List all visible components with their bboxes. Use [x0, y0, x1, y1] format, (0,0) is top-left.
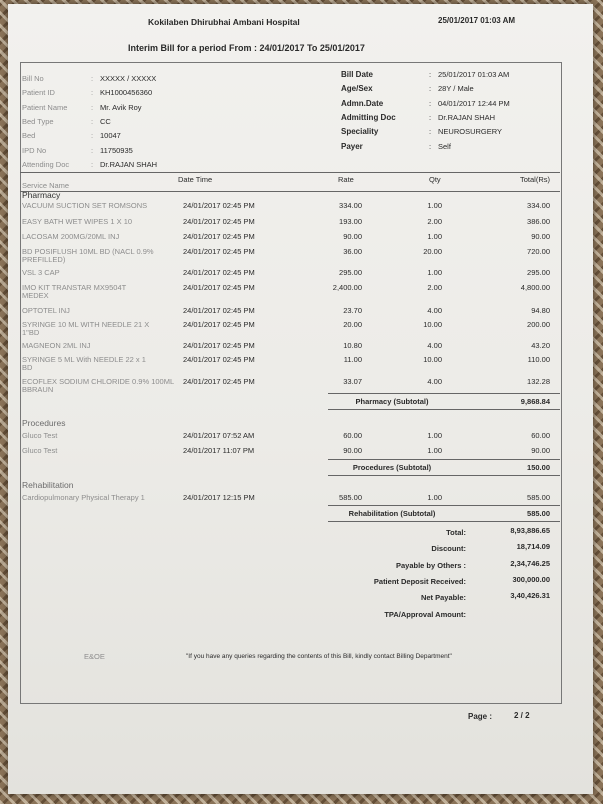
- info-value-left: KH1000456360: [100, 88, 153, 98]
- col-header-service: Service Name: [22, 181, 70, 190]
- row-datetime: 24/01/2017 02:45 PM: [183, 268, 255, 277]
- row-datetime: 24/01/2017 02:45 PM: [183, 232, 255, 241]
- row-service: SYRINGE 10 ML WITH NEEDLE 21 X: [22, 320, 150, 329]
- subtotal-label: Procedures (Subtotal): [352, 463, 432, 472]
- row-datetime: 24/01/2017 02:45 PM: [183, 247, 255, 256]
- section-title: Procedures: [22, 418, 66, 428]
- row-service-line2: BD: [22, 363, 33, 372]
- row-datetime: 24/01/2017 02:45 PM: [183, 355, 255, 364]
- info-value-left: CC: [100, 116, 111, 126]
- summary-value: 2,34,746.25: [510, 558, 550, 568]
- col-header-datetime: Date Time: [178, 175, 213, 184]
- row-rate: 585.00: [339, 493, 362, 502]
- row-qty: 1.00: [427, 201, 442, 210]
- header-top-rule: [20, 172, 560, 173]
- info-value-right: NEUROSURGERY: [438, 127, 503, 137]
- row-rate: 23.70: [343, 306, 362, 315]
- info-value-left: Dr.RAJAN SHAH: [100, 159, 158, 169]
- info-label-left: Attending Doc: [22, 159, 70, 169]
- subtotal-value: 150.00: [527, 463, 550, 472]
- eoe-label: E&OE: [84, 652, 105, 661]
- row-rate: 295.00: [339, 268, 362, 277]
- row-service-line2: MEDEX: [22, 291, 49, 300]
- info-colon: :: [91, 145, 94, 155]
- info-label-left: Bed Type: [22, 116, 54, 126]
- hospital-name: Kokilaben Dhirubhai Ambani Hospital: [148, 17, 300, 27]
- row-service: VACUUM SUCTION SET ROMSONS: [22, 201, 148, 210]
- row-total: 110.00: [527, 355, 550, 364]
- row-service: ECOFLEX SODIUM CHLORIDE 0.9% 100ML: [22, 377, 175, 386]
- row-total: 90.00: [531, 232, 550, 241]
- info-label-right: Speciality: [341, 127, 379, 137]
- row-total: 90.00: [531, 446, 550, 455]
- info-colon: :: [429, 70, 432, 79]
- subtotal-bottom-rule: [328, 521, 560, 522]
- subtotal-value: 585.00: [527, 509, 550, 518]
- info-colon: :: [429, 112, 432, 122]
- summary-value: 300,000.00: [512, 574, 550, 584]
- row-rate: 90.00: [343, 446, 362, 455]
- subtotal-top-rule: [328, 505, 560, 506]
- info-value-right: 28Y / Male: [438, 84, 474, 94]
- info-colon: :: [91, 88, 94, 98]
- page-label: Page :: [468, 712, 493, 721]
- row-datetime: 24/01/2017 02:45 PM: [183, 217, 255, 226]
- row-rate: 334.00: [339, 201, 362, 210]
- row-service: LACOSAM 200MG/20ML INJ: [22, 232, 120, 241]
- print-datetime: 25/01/2017 01:03 AM: [438, 16, 516, 25]
- info-label-left: Bed: [22, 131, 36, 141]
- row-total: 720.00: [527, 247, 550, 256]
- row-qty: 1.00: [427, 431, 442, 440]
- col-header-rate: Rate: [338, 175, 354, 184]
- info-value-left: Mr. Avik Roy: [100, 102, 142, 112]
- row-datetime: 24/01/2017 12:15 PM: [183, 493, 255, 502]
- info-label-left: IPD No: [22, 145, 47, 155]
- col-header-total: Total(Rs): [519, 175, 550, 184]
- row-datetime: 24/01/2017 02:45 PM: [183, 201, 255, 210]
- row-rate: 20.00: [343, 320, 362, 329]
- summary-value: 3,40,426.31: [510, 591, 550, 601]
- info-colon: :: [91, 74, 94, 83]
- info-value-right: 04/01/2017 12:44 PM: [438, 98, 510, 108]
- info-value-right: 25/01/2017 01:03 AM: [438, 70, 510, 79]
- info-label-left: Patient Name: [22, 102, 68, 112]
- row-service-line2: 1"BD: [22, 328, 40, 337]
- row-qty: 10.00: [423, 320, 442, 329]
- col-header-qty: Qty: [429, 175, 441, 184]
- row-rate: 10.80: [343, 341, 362, 350]
- header-bottom-rule: [20, 191, 560, 192]
- section-title: Rehabilitation: [22, 480, 74, 490]
- subtotal-label: Pharmacy (Subtotal): [355, 397, 429, 406]
- info-colon: :: [429, 84, 432, 94]
- row-qty: 4.00: [427, 306, 442, 315]
- subtotal-bottom-rule: [328, 409, 560, 410]
- row-datetime: 24/01/2017 02:45 PM: [183, 283, 255, 292]
- info-label-right: Payer: [341, 141, 363, 151]
- info-colon: :: [429, 141, 432, 151]
- info-colon: :: [91, 159, 94, 169]
- row-datetime: 24/01/2017 02:45 PM: [183, 377, 255, 386]
- row-total: 200.00: [527, 320, 550, 329]
- row-rate: 90.00: [343, 232, 362, 241]
- summary-label: Patient Deposit Received:: [373, 576, 466, 586]
- info-value-left: 10047: [100, 131, 121, 141]
- info-colon: :: [91, 102, 94, 112]
- row-qty: 1.00: [427, 268, 442, 277]
- info-value-right: Dr.RAJAN SHAH: [438, 112, 496, 122]
- page-number: 2 / 2: [514, 711, 530, 720]
- row-service-line2: PREFILLED): [22, 255, 66, 264]
- row-service: MAGNEON 2ML INJ: [22, 341, 91, 350]
- subtotal-value: 9,868.84: [520, 397, 550, 406]
- summary-label: TPA/Approval Amount:: [384, 609, 466, 619]
- billing-note: "If you have any queries regarding the contents of this Bill, kindly contact Billing Department": [186, 653, 452, 660]
- row-service: Cardiopulmonary Physical Therapy 1: [22, 493, 145, 502]
- row-datetime: 24/01/2017 02:45 PM: [183, 320, 255, 329]
- row-total: 94.80: [531, 306, 550, 315]
- subtotal-bottom-rule: [328, 475, 560, 476]
- info-colon: :: [91, 116, 94, 126]
- row-total: 295.00: [527, 268, 550, 277]
- row-total: 386.00: [527, 217, 550, 226]
- row-service: VSL 3 CAP: [22, 268, 60, 277]
- row-total: 60.00: [531, 431, 550, 440]
- info-label-left: Patient ID: [22, 88, 55, 98]
- row-service: BD POSIFLUSH 10ML BD (NACL 0.9%: [22, 247, 154, 256]
- row-rate: 60.00: [343, 431, 362, 440]
- row-service: OPTOTEL INJ: [22, 306, 70, 315]
- subtotal-top-rule: [328, 393, 560, 394]
- row-total: 132.28: [527, 377, 550, 386]
- row-qty: 2.00: [427, 283, 442, 292]
- subtotal-top-rule: [328, 459, 560, 460]
- summary-value: 18,714.09: [516, 542, 550, 552]
- info-value-left: 11750935: [100, 145, 133, 155]
- row-qty: 4.00: [427, 341, 442, 350]
- summary-label: Payable by Others :: [395, 560, 466, 570]
- row-qty: 1.00: [427, 493, 442, 502]
- info-label-right: Bill Date: [341, 70, 374, 79]
- info-label-left: Bill No: [22, 74, 44, 83]
- row-qty: 20.00: [423, 247, 442, 256]
- row-qty: 1.00: [427, 446, 442, 455]
- row-qty: 1.00: [427, 232, 442, 241]
- row-rate: 33.07: [343, 377, 362, 386]
- section-title: Pharmacy: [22, 190, 61, 200]
- bill-title: Interim Bill for a period From : 24/01/2017 To 25/01/2017: [128, 43, 365, 53]
- row-service: Gluco Test: [22, 446, 58, 455]
- info-value-left: XXXXX / XXXXX: [100, 74, 157, 83]
- summary-value: 8,93,886.65: [510, 526, 550, 535]
- row-datetime: 24/01/2017 11:07 PM: [183, 446, 255, 455]
- row-qty: 4.00: [427, 377, 442, 386]
- summary-label: Total:: [446, 528, 466, 537]
- row-total: 585.00: [527, 493, 550, 502]
- row-datetime: 24/01/2017 02:45 PM: [183, 341, 255, 350]
- row-rate: 11.00: [343, 355, 362, 364]
- info-colon: :: [91, 131, 94, 141]
- row-datetime: 24/01/2017 02:45 PM: [183, 306, 255, 315]
- info-label-right: Admitting Doc: [341, 112, 396, 122]
- row-rate: 193.00: [339, 217, 362, 226]
- info-value-right: Self: [438, 141, 451, 151]
- info-colon: :: [429, 98, 432, 108]
- row-rate: 2,400.00: [332, 283, 362, 292]
- row-service: SYRINGE 5 ML With NEEDLE 22 x 1: [22, 355, 146, 364]
- row-total: 4,800.00: [520, 283, 550, 292]
- bill-document: [8, 4, 593, 794]
- row-service: Gluco Test: [22, 431, 58, 440]
- row-service: EASY BATH WET WIPES 1 X 10: [22, 217, 133, 226]
- row-datetime: 24/01/2017 07:52 AM: [183, 431, 255, 440]
- row-total: 334.00: [527, 201, 550, 210]
- info-label-right: Admn.Date: [341, 98, 384, 108]
- summary-label: Net Payable:: [420, 593, 466, 603]
- info-label-right: Age/Sex: [341, 84, 373, 94]
- row-qty: 2.00: [427, 217, 442, 226]
- row-service-line2: BBRAUN: [22, 385, 54, 394]
- row-service: IMO KIT TRANSTAR MX9504T: [22, 283, 127, 292]
- summary-label: Discount:: [431, 544, 466, 554]
- row-qty: 10.00: [423, 355, 442, 364]
- subtotal-label: Rehabilitation (Subtotal): [348, 509, 436, 518]
- row-total: 43.20: [531, 341, 550, 350]
- row-rate: 36.00: [343, 247, 362, 256]
- info-colon: :: [429, 127, 432, 137]
